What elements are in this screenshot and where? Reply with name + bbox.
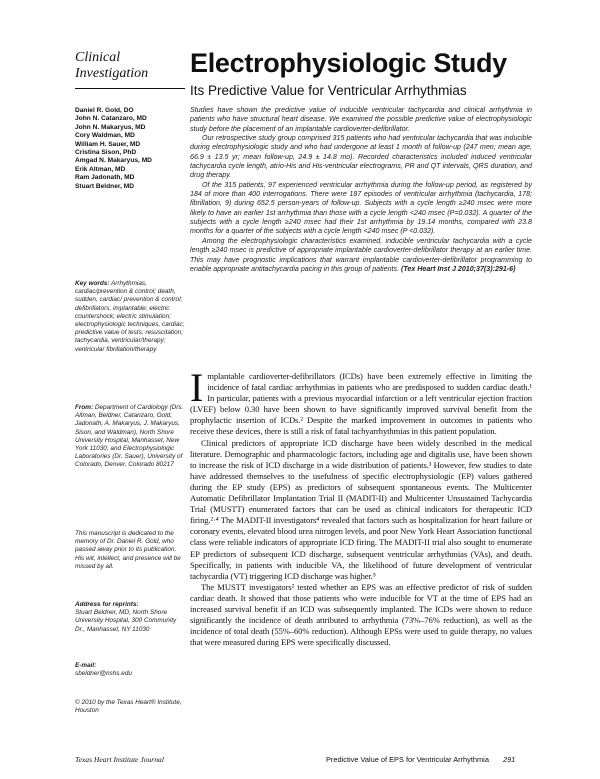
abstract-conclusion: Among the electrophysiologic characteristics examined, inducible ventricular tachycardia with a cycle length ≥240 msec is predictive of appropriate implantable cardioverter-defibrillator therapy at an earlier time. This may have prognostic implications that warrant implantable cardioverter-defibrillator programming to enable appropriate antitachycardia pacing in this group of patients.	[190, 236, 532, 273]
body-paragraph	[190, 365, 532, 438]
drop-cap: I	[190, 365, 204, 410]
copyright-text: © 2010 by the Texas Heart® Institute, Houston	[75, 699, 182, 715]
author: Cristina Sison, PhD	[75, 149, 137, 157]
page-number: 291	[502, 755, 516, 764]
dedication-note	[75, 530, 187, 571]
abstract-paragraph	[190, 237, 532, 274]
author: Stuart Beldner, MD	[75, 182, 134, 190]
abstract-paragraph: Of the 315 patients, 97 experienced ventricular arrhythmia during the follow-up period, as registered by 184 of more than 400 interrogations. There were 187 episodes of ventricular arrhythmia (tachycardia, 178; fibrillation, 9) during 652.5 person-years of follow-up. Subjects with a cycle length ≥240 msec were more likely to have an earlier 1st arrhythmia than those with a cycle length <240 msec (P=0.032). A quarter of the subjects with a cycle length ≥240 msec had their 1st arrhythmia by 19.14 months, compared with 23.8 months for a quarter of the subjects with a cycle length <240 msec (P <0.032).	[190, 180, 532, 236]
keywords-block	[75, 280, 187, 354]
reprints-text: Stuart Beldner, MD, North Shore University Hospital, 300 Community Dr., Manhasset, NY 11030	[75, 609, 177, 633]
footer-journal: Texas Heart Institute Journal	[75, 755, 164, 764]
section-label	[75, 50, 185, 82]
affiliation-block	[75, 404, 187, 470]
affiliation-text: Department of Cardiology (Drs. Altman, Beldner, Catanzaro, Gold, Jadonath, A. Makaryus, J. Makaryus, Sison, and Waldman), North Shore University Hospital, Manhasset, New York 11030; and Electrophysiologic Laboratories (Dr. Sauer), University of Colorado, Denver, Colorado 80217	[75, 404, 184, 469]
copyright-note	[75, 699, 187, 715]
abstract-paragraph: Our retrospective study group comprised 315 patients who had ventricular tachycardia that was inducible during electrophysiologic study and who had undergone at least 1 month of follow-up (247 men; mean age, 66.9 ± 13.5 yr; mean follow-up, 24.9 ± 14.8 mo). Recorded characteristics included induced ventricular tachycardia cycle length, atrio-His and His-ventricular electrograms, PR and QT intervals, QRS duration, and drug therapy.	[190, 134, 532, 180]
article-body	[190, 365, 532, 648]
email-address[interactable]: sbeldner@nshs.edu	[75, 670, 132, 678]
author: Daniel R. Gold, DO	[75, 107, 134, 114]
keywords-text: Arrhythmias, cardiac/prevention & control; death, sudden, cardiac/ prevention & control; defibrillators, implantable; electric countershock; electric stimulation; electrophysiologic techniques, cardiac; predictive value of tests; resuscitation; tachycardia, ventricular/therapy; ventricular fibrillation/therapy	[75, 280, 185, 353]
section-label-line1: Clinical	[75, 50, 121, 65]
author: John N. Catanzaro, MD	[75, 115, 147, 123]
footer-running-title	[326, 755, 515, 764]
author: John N. Makaryus, MD	[75, 123, 146, 131]
running-title: Predictive Value of EPS for Ventricular Arrhythmia	[326, 755, 489, 764]
author: Erik Altman, MD	[75, 165, 126, 173]
author-list	[75, 107, 185, 191]
affiliation-label: From:	[75, 404, 94, 411]
article-title: Electrophysiologic Study	[190, 48, 507, 78]
abstract	[190, 106, 532, 274]
email-block	[75, 662, 187, 678]
journal-citation: (Tex Heart Inst J 2010;37(3):291-6)	[401, 264, 516, 273]
author: William H. Sauer, MD	[75, 140, 141, 148]
abstract-paragraph: Studies have shown the predictive value of inducible ventricular tachycardia and clinical arrhythmia in patients who have structural heart disease. We examined the possible predictive value of electrophysiologic study before the placement of an implantable cardioverter-defibrillator.	[190, 106, 532, 133]
section-divider	[75, 88, 185, 89]
body-paragraph-text: mplantable cardioverter-defibrillators (ICDs) have been extremely effective in limiting the incidence of fatal cardiac arrhythmias in patients who are predisposed to sudden cardiac death.¹ In particular, patients with a previous myocardial infarction or a left ventricular ejection fraction (LVEF) below 0.30 have been shown to have significantly improved survival benefit from the prophylactic insertion of ICDs.² Despite the marked improvement in outcomes in patients who receive these devices, there is still a risk of fatal tachyarrhythmias in this patient population.	[190, 371, 532, 437]
section-label-line2: Investigation	[75, 66, 149, 81]
author: Amgad N. Makaryus, MD	[75, 157, 152, 165]
dedication-text: This manuscript is dedicated to the memory of Dr. Daniel R. Gold, who passed away prior to its publication. His wit, intellect, and presence will be missed by all.	[75, 530, 181, 570]
keywords-label: Key words:	[75, 280, 110, 287]
article-subtitle: Its Predictive Value for Ventricular Arrhythmias	[190, 83, 467, 98]
author: Cory Waldman, MD	[75, 132, 135, 140]
body-paragraph: The MUSTT investigators² tested whether an EPS was an effective predictor of risk of sudden cardiac death. It showed that those patients who were inducible for VT at the time of EPS had an increased survival benefit if an ICD was subsequently implanted. The ICDs were shown to reduce significantly the incidence of death attributed to arrhythmia (73%–76% reduction), as well as the incidence of total death (55%–60% reduction). Although EPSs were used to guide therapy, no values that were measured during EPS were specifically discussed.	[190, 581, 532, 648]
email-label: E-mail:	[75, 662, 97, 669]
reprints-label: Address for reprints:	[75, 601, 139, 608]
body-paragraph: Clinical predictors of appropriate ICD discharge have been widely described in the medical literature. Demographic and pharmacologic factors, including age and digitalis use, have been shown to increase the risk of ICD discharge in a wide distribution of patients.³ However, few studies to date have addressed themselves to the usefulness of specific electrophysiologic (EP) values gathered during the EP study (EPS) as predictors of subsequent spontaneous events. The Multicenter Automatic Defibrillator Implantation Trial II (MADIT-II) and Multicenter Unsustained Tachycardia Trial (MUSTT) enumerated factors that can be used as clinical indicators for therapeutic ICD firing.²·⁴ The MADIT-II investigators⁴ revealed that factors such as hospitalization for heart failure or coronary events, elevated blood urea nitrogen levels, and poor New York Heart Association functional class were reliable indicators of appropriate ICD firing. The MADIT-II trial also sought to enumerate EP predictors of subsequent ICD discharge, subsequent ventricular arrhythmias (VAs), and death. Specifically, in patients with inducible VA, the likelihood of future development of ventricular tachycardia (VT) triggering ICD discharge was higher.⁵	[190, 437, 532, 581]
author: Ram Jadonath, MD	[75, 174, 135, 182]
reprints-block	[75, 601, 187, 634]
